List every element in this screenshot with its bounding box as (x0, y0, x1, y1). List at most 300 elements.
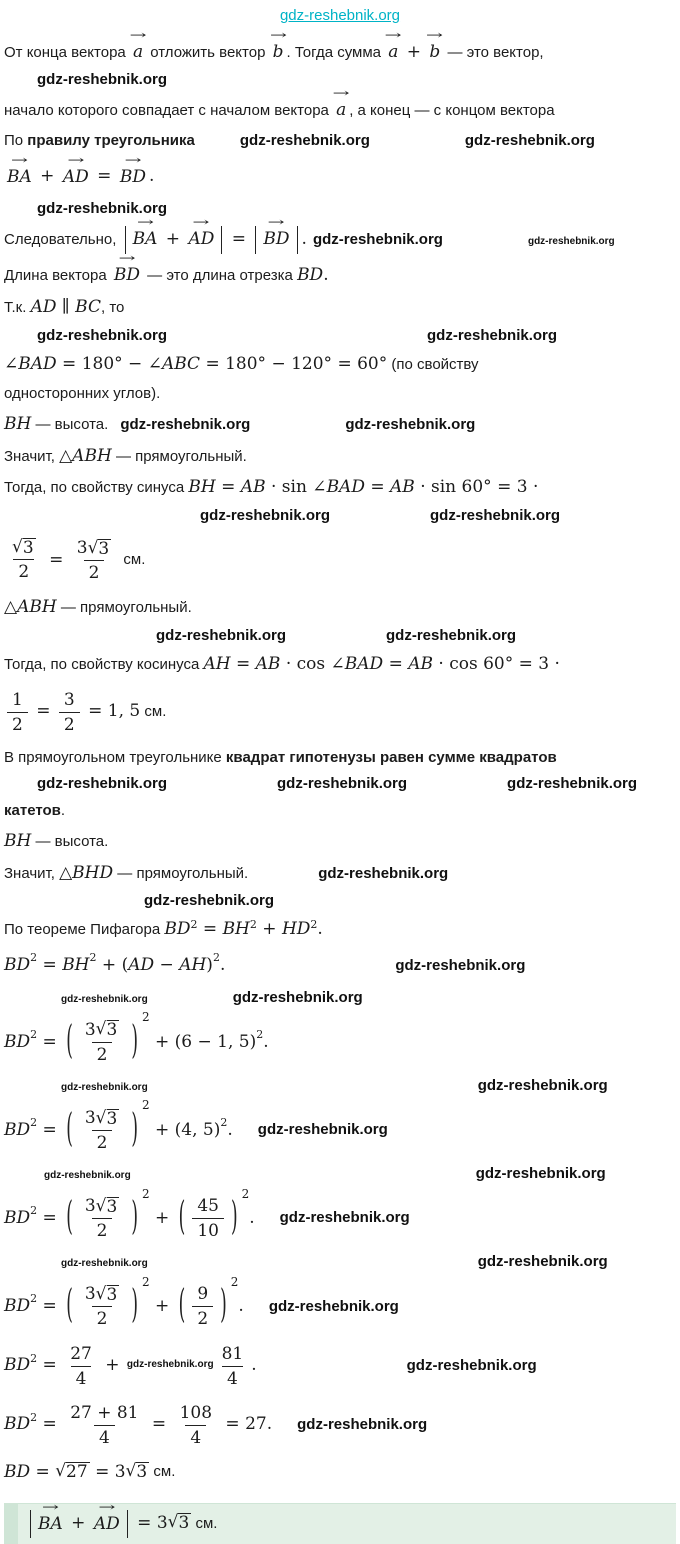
length-line (4, 251, 676, 288)
math-operator: . (148, 165, 155, 186)
math-exponent: 2 (141, 1098, 150, 1113)
watermark-row-5 (4, 627, 676, 645)
text: Тогда, по свойству синуса (4, 479, 189, 497)
fraction-numerator (175, 1401, 217, 1425)
math-operator: = (383, 653, 409, 674)
vector-arrow-icon: → (192, 215, 210, 230)
vector (119, 152, 147, 190)
vector-name: BA (38, 1514, 63, 1535)
math-operator: = (37, 1119, 63, 1140)
text: По (4, 132, 28, 150)
text: Тогда, по свойству косинуса (4, 655, 204, 673)
math-variable: BD (4, 955, 31, 976)
watermark: gdz-reshebnik.org (37, 326, 168, 344)
math-operator: − (154, 955, 180, 976)
math-operator: + ( (96, 955, 129, 976)
vector-name: BA (132, 229, 158, 250)
math-variable: AB (240, 477, 266, 498)
text: . Тогда сумма (286, 43, 386, 61)
text: — прямоугольный. (113, 864, 249, 882)
math-operator: 3 (178, 1513, 190, 1534)
watermark: gdz-reshebnik.org (144, 892, 275, 910)
math-variable: BAD (344, 653, 384, 674)
math-variable: BD (297, 265, 324, 286)
math-operator: · cos 60° = 3 · (433, 653, 560, 674)
math-operator: ∠ (4, 353, 19, 374)
abs-value-bar (125, 226, 126, 254)
math-operator: 3 (84, 1284, 96, 1305)
watermark: gdz-reshebnik.org (345, 416, 476, 434)
vector-arrow-icon: → (426, 27, 444, 42)
text: см. (140, 702, 167, 720)
vector-name: AD (62, 166, 89, 187)
math-operator: = (230, 653, 256, 674)
text-bold: квадрат гипотенузы равен сумме квадратов (225, 748, 557, 766)
vector-arrow-icon: → (332, 86, 350, 101)
math-operator: 2 (96, 1133, 108, 1154)
watermark: gdz-reshebnik.org (239, 132, 370, 150)
pythagorean-theorem-line (4, 917, 676, 942)
vector-arrow-icon: → (41, 1500, 59, 1515)
math-operator: = (37, 1207, 63, 1228)
big-paren: ( (66, 1194, 73, 1241)
math-operator: + (65, 1513, 91, 1534)
watermark: gdz-reshebnik.org (464, 132, 595, 150)
text: . (60, 802, 66, 820)
fraction-denominator (92, 1218, 113, 1242)
sqrt-radicand (107, 1285, 120, 1306)
sqrt-sign-icon: √ (55, 1460, 67, 1481)
square-root (88, 539, 112, 560)
watermark-small: gdz-reshebnik.org (61, 1081, 148, 1093)
fraction-denominator (7, 712, 28, 736)
math-operator: △ (59, 862, 73, 883)
math-variable: AH (179, 955, 207, 976)
vector (384, 27, 402, 65)
vector-name: AD (93, 1514, 120, 1535)
page-header (0, 0, 680, 29)
vector (332, 86, 350, 123)
fraction (217, 1342, 249, 1390)
math-operator: · sin ∠ (265, 477, 327, 498)
square-root (12, 538, 36, 559)
fraction-denominator (92, 1130, 113, 1154)
watermark: gdz-reshebnik.org (37, 200, 168, 218)
sqrt-radicand (107, 1109, 120, 1130)
math-variable: BH (4, 414, 32, 435)
watermark: gdz-reshebnik.org (477, 1253, 608, 1271)
watermark-row-7 (4, 892, 676, 910)
text: см. (119, 551, 146, 569)
vector-name: b (429, 41, 441, 62)
math-exponent: 2 (30, 1116, 38, 1130)
math-variable: BD (4, 1355, 31, 1376)
vector (132, 215, 159, 252)
vector (187, 215, 215, 252)
fraction-numerator (80, 1282, 125, 1306)
watermark: gdz-reshebnik.org (507, 775, 638, 793)
watermark-small: gdz-reshebnik.org (44, 1170, 131, 1182)
text: — прямоугольный. (111, 447, 247, 465)
watermark: gdz-reshebnik.org (279, 1209, 410, 1227)
square-root (55, 1462, 89, 1483)
math-exponent: 2 (220, 1116, 228, 1130)
vector-arrow-icon: → (118, 251, 136, 266)
text: От конца вектора (4, 43, 130, 61)
angle-line-2 (4, 383, 676, 405)
fraction-numerator (59, 688, 80, 712)
fraction-denominator (94, 1425, 115, 1449)
math-operator: 3 (84, 1019, 96, 1040)
math-operator: 1 (12, 689, 23, 710)
watermark-row-6 (4, 775, 676, 793)
math-variable: ABC (161, 353, 201, 374)
math-operator: 2 (63, 714, 75, 735)
fraction (65, 1401, 143, 1449)
math-operator: . (317, 919, 323, 940)
formula-step-3 (4, 1186, 676, 1242)
angle-line (4, 352, 676, 377)
math-variable: BH (188, 477, 216, 498)
fraction-numerator (192, 1194, 224, 1218)
math-operator: = (364, 477, 391, 498)
pythagoras-statement (4, 747, 676, 769)
fraction-numerator (80, 1194, 125, 1218)
watermark-small: gdz-reshebnik.org (527, 236, 615, 248)
text: — высота. (31, 416, 109, 434)
math-variable: AD (30, 297, 57, 318)
vector-arrow-icon: → (269, 27, 287, 42)
math-variable: AB (390, 477, 415, 498)
math-operator: . (323, 265, 329, 286)
vector-arrow-icon: → (267, 215, 286, 230)
right-triangle-line-1 (4, 444, 676, 469)
vector (262, 215, 290, 252)
text: Значит, (4, 447, 60, 465)
math-operator: 3 (76, 538, 88, 559)
watermark: gdz-reshebnik.org (257, 1121, 388, 1139)
math-operator: = (146, 1414, 172, 1435)
math-operator: 3 (22, 537, 34, 558)
math-operator: = 1, 5 (82, 701, 141, 722)
math-operator: . (227, 1119, 233, 1140)
math-operator: = 3 (131, 1513, 168, 1534)
formula-cosine-result (4, 688, 676, 736)
sqrt-sign-icon: √ (95, 1195, 107, 1216)
big-paren: ( (66, 1106, 73, 1153)
math-exponent: 2 (30, 1351, 38, 1365)
math-operator: = 3 (89, 1461, 126, 1482)
math-exponent: 2 (241, 1186, 250, 1201)
math-operator: = (37, 1414, 63, 1435)
intro-line-1 (4, 27, 676, 65)
math-operator: 3 (106, 1020, 118, 1041)
square-root (96, 1197, 120, 1218)
big-paren: ) (220, 1282, 227, 1329)
math-operator: 4 (75, 1368, 87, 1389)
fraction-numerator (65, 1342, 97, 1366)
sqrt-sign-icon: √ (87, 537, 99, 558)
sqrt-sign-icon: √ (12, 536, 23, 557)
math-variable: BD (4, 1296, 31, 1317)
fraction (175, 1401, 217, 1449)
square-root (168, 1513, 192, 1534)
math-variable: BD (4, 1414, 31, 1435)
math-exponent: 2 (30, 951, 38, 965)
math-operator: 3 (106, 1196, 118, 1217)
watermark: gdz-reshebnik.org (477, 1076, 608, 1094)
math-operator: · cos ∠ (280, 653, 345, 674)
math-operator: . (251, 1355, 257, 1376)
math-operator: = (30, 1461, 56, 1482)
math-operator: 3 (84, 1196, 96, 1217)
vector-name: BD (263, 229, 290, 250)
math-operator: 2 (18, 562, 30, 583)
vector (6, 152, 33, 190)
math-operator: 4 (190, 1427, 202, 1448)
math-operator: + (149, 1207, 175, 1228)
watermark: gdz-reshebnik.org (37, 71, 168, 89)
math-variable: BAD (18, 353, 57, 374)
text: Т.к. (4, 299, 31, 317)
fraction-numerator (65, 1401, 143, 1425)
vector-arrow-icon: → (129, 27, 147, 42)
vector-name: BD (119, 166, 146, 187)
math-exponent: 2 (256, 1027, 264, 1041)
vector-name: AD (188, 229, 215, 250)
vector (37, 1500, 64, 1537)
fraction (72, 536, 117, 584)
math-variable: BHD (72, 862, 114, 883)
formula-step-5 (4, 1342, 676, 1390)
vector-arrow-icon: → (98, 1500, 116, 1515)
big-paren: ) (131, 1194, 138, 1241)
document-body (0, 29, 680, 1544)
sqrt-radicand (98, 539, 111, 560)
text: Значит, (4, 864, 60, 882)
watermark: gdz-reshebnik.org (277, 775, 408, 793)
watermark: gdz-reshebnik.org (232, 988, 363, 1006)
math-operator: △ (59, 445, 73, 466)
math-operator: 27 (66, 1461, 88, 1482)
text: Длина вектора (4, 267, 111, 285)
consequently-line (4, 215, 676, 254)
square-root (96, 1020, 120, 1041)
fraction-denominator (59, 712, 80, 736)
vector-name: BA (7, 166, 32, 187)
fraction (7, 537, 41, 584)
math-operator: + (6 − 1, 5) (149, 1031, 257, 1052)
sqrt-radicand (66, 1462, 90, 1483)
fraction (80, 1018, 125, 1066)
intro-line-2 (4, 86, 676, 123)
square-root (96, 1285, 120, 1306)
math-variable: BH (4, 831, 32, 852)
sqrt-radicand (107, 1020, 120, 1041)
sqrt-sign-icon: √ (95, 1019, 107, 1040)
formula-bd2-expanded (4, 953, 676, 978)
watermark-row-4 (4, 507, 676, 525)
big-paren: ( (178, 1282, 186, 1329)
square-root (96, 1109, 120, 1130)
math-operator: 2 (96, 1044, 108, 1065)
text: см. (149, 1463, 176, 1481)
math-operator: . (249, 1207, 255, 1228)
math-operator: ∥ (56, 297, 76, 318)
vector (269, 27, 287, 65)
math-operator: . (301, 229, 307, 250)
math-variable: AB (408, 653, 434, 674)
math-operator: = (37, 955, 63, 976)
formula-vector-sum (4, 152, 676, 190)
abs-value-bar (221, 226, 222, 254)
fraction-numerator (7, 688, 28, 712)
fraction (7, 688, 28, 736)
text-bold: правилу треугольника (27, 132, 195, 150)
square-root (126, 1462, 150, 1483)
vector (62, 152, 90, 190)
text: , то (101, 299, 125, 317)
math-variable: BAD (326, 477, 365, 498)
vector-name: a (132, 41, 144, 62)
abs-value-bar (127, 1510, 128, 1538)
sqrt-radicand (178, 1513, 191, 1534)
sqrt-radicand (107, 1197, 120, 1218)
math-variable: BD (4, 1207, 31, 1228)
fraction-numerator (80, 1106, 125, 1130)
math-operator: = 27. (220, 1414, 273, 1435)
text: (по свойству (387, 355, 479, 373)
math-operator: 27 (70, 1343, 92, 1364)
fraction (80, 1106, 125, 1154)
watermark: gdz-reshebnik.org (37, 775, 168, 793)
math-operator: = 180° − ∠ (56, 353, 162, 374)
vector-name: a (388, 41, 399, 62)
fraction-denominator (13, 559, 34, 583)
math-operator: · sin 60° = 3 · (414, 477, 539, 498)
watermark-row-8 (4, 989, 676, 1007)
formula-bd-result (4, 1460, 676, 1485)
math-operator: + (256, 919, 282, 940)
math-operator: + (34, 165, 60, 186)
math-operator: 3 (106, 1108, 118, 1129)
cosine-line (4, 652, 676, 677)
watermark-row-3 (4, 327, 676, 345)
formula-step-2 (4, 1098, 676, 1154)
math-exponent: 2 (30, 1292, 38, 1306)
math-variable: BD (4, 1031, 31, 1052)
text: — это вектор, (443, 43, 544, 61)
math-operator: = 180° − 120° = 60° (200, 353, 388, 374)
big-paren: ( (66, 1282, 73, 1329)
text: В прямоугольном треугольнике (4, 748, 226, 766)
vector-arrow-icon: → (67, 152, 85, 167)
math-exponent: 2 (89, 951, 97, 965)
fraction-denominator (92, 1042, 113, 1066)
math-operator: + (401, 41, 427, 62)
formula-step-1 (4, 1010, 676, 1066)
watermark: gdz-reshebnik.org (386, 626, 517, 644)
math-operator: = (30, 701, 56, 722)
formula-step-4 (4, 1274, 676, 1330)
vector (426, 27, 444, 65)
fraction-numerator (80, 1018, 125, 1042)
formula-step-6 (4, 1401, 676, 1449)
watermark-row-9 (4, 1077, 676, 1095)
fraction-denominator (185, 1425, 206, 1449)
math-operator: = (91, 165, 117, 186)
watermark-small: gdz-reshebnik.org (126, 1359, 214, 1371)
math-operator: 2 (96, 1309, 108, 1330)
text-bold: катетов (4, 802, 61, 820)
abs-value-bar (255, 226, 256, 254)
right-triangle-line-2 (4, 595, 676, 620)
text: — это длина отрезка (142, 267, 298, 285)
math-operator: . (219, 955, 226, 976)
sqrt-radicand (136, 1462, 149, 1483)
height-line-1 (4, 412, 676, 437)
sqrt-sign-icon: √ (95, 1107, 107, 1128)
answer-line (4, 1500, 676, 1544)
math-variable: AD (128, 955, 155, 976)
watermark: gdz-reshebnik.org (430, 507, 561, 525)
math-operator: 9 (197, 1284, 209, 1305)
math-variable: ABH (17, 597, 57, 618)
watermark: gdz-reshebnik.org (156, 626, 287, 644)
text: — прямоугольный. (56, 599, 192, 617)
math-operator: . (263, 1031, 269, 1052)
watermark-row-10 (4, 1165, 676, 1183)
math-operator: = (226, 229, 252, 250)
text: — высота. (31, 833, 109, 851)
sqrt-sign-icon: √ (95, 1283, 107, 1304)
vector-arrow-icon: → (384, 27, 402, 42)
text: По теореме Пифагора (4, 921, 165, 939)
math-operator: = (215, 477, 241, 498)
abs-value-bar (30, 1510, 31, 1538)
site-link[interactable]: gdz-reshebnik.org (279, 7, 401, 24)
math-operator: 3 (98, 538, 110, 559)
math-exponent: 2 (141, 1010, 150, 1025)
math-exponent: 2 (212, 951, 220, 965)
vector (93, 1500, 121, 1537)
math-variable: BD (4, 1119, 31, 1140)
math-operator: . (238, 1296, 244, 1317)
fraction (80, 1194, 125, 1242)
math-operator: = (37, 1031, 63, 1052)
fraction (65, 1342, 97, 1390)
fraction-denominator (192, 1218, 224, 1242)
vector-name: b (272, 41, 284, 62)
math-variable: AB (255, 653, 281, 674)
math-operator: = (197, 919, 223, 940)
math-operator: 2 (12, 714, 23, 735)
math-operator: 3 (136, 1461, 148, 1482)
text: , а конец — с концом вектора (349, 102, 555, 120)
fraction (59, 688, 80, 736)
math-operator: 3 (106, 1284, 118, 1305)
math-exponent: 2 (30, 1204, 38, 1218)
sqrt-sign-icon: √ (167, 1512, 179, 1533)
math-operator: 27 + 81 (70, 1402, 139, 1423)
math-variable: BD (164, 919, 191, 940)
math-operator: = (43, 549, 69, 570)
fraction-numerator (72, 536, 117, 560)
watermark-small: gdz-reshebnik.org (61, 1258, 148, 1270)
big-paren: ) (230, 1194, 238, 1241)
fraction-numerator (217, 1342, 249, 1366)
sqrt-sign-icon: √ (125, 1460, 137, 1481)
